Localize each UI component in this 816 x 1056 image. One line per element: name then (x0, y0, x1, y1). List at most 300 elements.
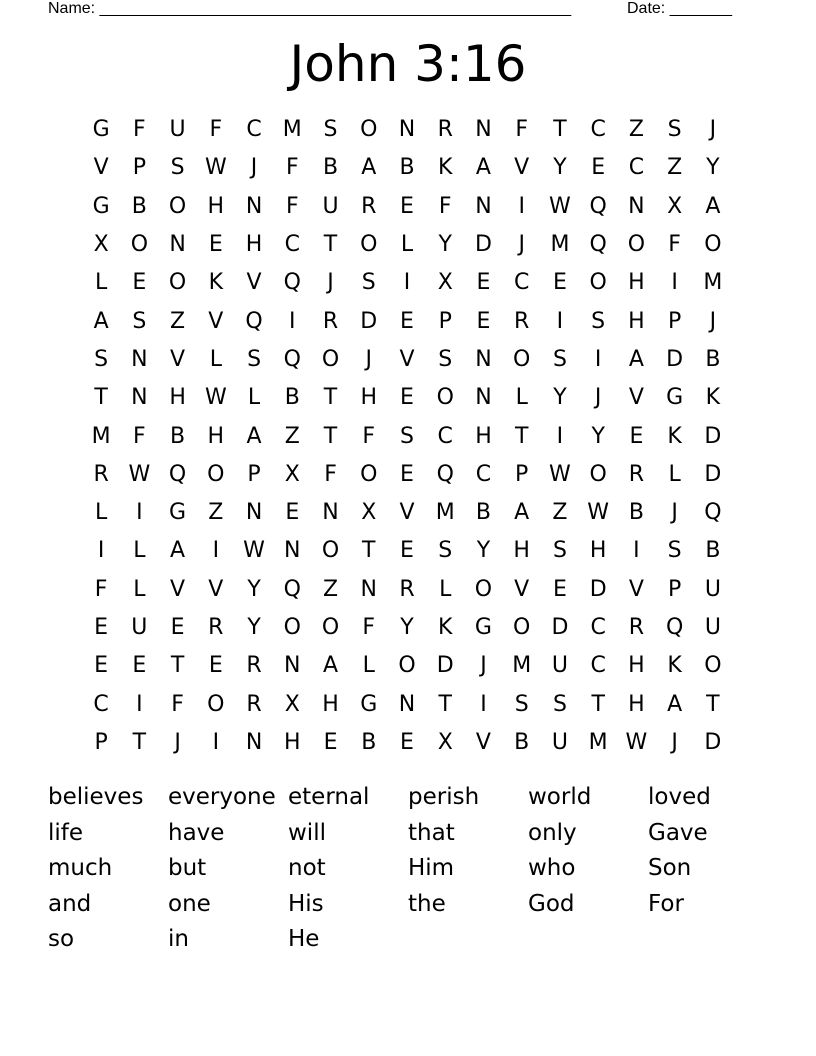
grid-letter: P (667, 308, 682, 334)
word-list-item: Him (408, 855, 455, 882)
word-list-item: that (408, 819, 455, 846)
grid-letter: H (245, 232, 263, 258)
word-list-item: will (288, 819, 326, 846)
grid-letter: O (360, 461, 378, 487)
grid-letter: Z (667, 155, 683, 181)
grid-letter: V (475, 729, 491, 755)
grid-letter: I (289, 308, 296, 334)
grid-letter: L (94, 500, 108, 526)
grid-letter: S (514, 691, 529, 717)
grid-letter: E (170, 615, 185, 640)
grid-letter: I (556, 423, 564, 449)
grid-letter: E (400, 729, 414, 755)
grid-letter: H (628, 691, 645, 717)
grid-letter: S (94, 346, 109, 372)
grid-letter: V (170, 346, 186, 372)
grid-letter: O (474, 576, 493, 602)
grid-letter: V (170, 576, 186, 602)
grid-letter: Y (476, 538, 491, 564)
grid-letter: Z (284, 423, 300, 449)
grid-letter: V (246, 270, 262, 296)
grid-letter: C (475, 461, 492, 487)
grid-letter: U (704, 576, 721, 602)
grid-letter: S (667, 538, 682, 564)
grid-letter: N (284, 538, 301, 564)
grid-letter: M (550, 232, 570, 258)
word-list-item: perish (408, 784, 480, 810)
grid-letter: E (400, 193, 414, 219)
grid-letter: J (671, 500, 678, 526)
grid-letter: J (327, 270, 334, 296)
grid-letter: S (591, 308, 606, 334)
grid-letter: T (94, 385, 108, 411)
grid-letter: B (475, 500, 491, 526)
grid-letter: G (92, 193, 110, 219)
grid-letter: J (594, 385, 602, 411)
grid-letter: N (245, 500, 263, 526)
grid-letter: B (322, 155, 339, 181)
grid-letter: F (362, 423, 376, 449)
grid-letter: E (400, 461, 414, 487)
grid-letter: K (438, 155, 453, 181)
grid-letter: B (399, 155, 415, 181)
grid-letter: U (551, 653, 568, 679)
grid-row (82, 571, 732, 609)
grid-letter: G (474, 615, 492, 640)
grid-letter: O (704, 232, 722, 258)
grid-letter: M (435, 500, 455, 526)
grid-letter: V (514, 576, 530, 602)
grid-letter: F (171, 691, 184, 717)
grid-row (82, 302, 732, 340)
grid-letter: B (628, 500, 644, 526)
grid-letter: I (97, 538, 105, 564)
grid-letter: X (284, 461, 300, 487)
grid-letter: N (398, 691, 416, 717)
grid-letter: Z (628, 117, 644, 143)
grid-letter: S (552, 538, 567, 564)
grid-letter: L (515, 385, 528, 411)
grid-letter: W (204, 385, 227, 411)
grid-letter: Z (170, 308, 186, 334)
grid-letter: Q (665, 615, 684, 640)
grid-letter: J (671, 729, 678, 755)
grid-letter: U (131, 615, 148, 640)
grid-letter: R (246, 653, 262, 679)
grid-letter: J (174, 729, 181, 755)
grid-row (82, 226, 732, 264)
grid-letter: R (361, 193, 377, 219)
grid-letter: S (667, 117, 682, 143)
word-list-item: one (168, 890, 211, 917)
grid-letter: E (285, 500, 300, 526)
grid-letter: R (246, 691, 262, 717)
grid-letter: S (323, 117, 338, 143)
grid-letter: D (704, 461, 722, 487)
grid-letter: F (515, 117, 529, 143)
grid-row (82, 685, 732, 723)
grid-letter: F (362, 615, 376, 640)
grid-letter: N (131, 346, 148, 372)
grid-letter: N (360, 576, 377, 602)
grid-letter: M (703, 270, 723, 296)
grid-letter: I (671, 270, 678, 296)
grid-letter: A (246, 423, 262, 449)
grid-row (82, 264, 732, 302)
grid-letter: M (282, 117, 302, 143)
grid-letter: V (93, 155, 109, 181)
grid-letter: D (704, 423, 722, 449)
word-list-item: so (48, 926, 75, 953)
grid-letter: B (170, 423, 186, 449)
grid-letter: O (513, 615, 531, 640)
grid-letter: N (398, 117, 416, 143)
grid-letter: F (668, 232, 681, 258)
grid-letter: I (594, 346, 602, 372)
grid-letter: C (628, 155, 645, 181)
grid-letter: R (514, 308, 530, 334)
grid-letter: A (628, 346, 644, 372)
grid-letter: T (706, 691, 720, 717)
grid-letter: C (590, 117, 606, 143)
grid-letter: N (475, 117, 492, 143)
grid-letter: V (514, 155, 530, 181)
grid-letter: J (709, 308, 717, 334)
grid-letter: K (667, 423, 682, 449)
grid-letter: B (705, 346, 721, 372)
grid-letter: S (438, 346, 453, 372)
grid-letter: G (360, 691, 378, 717)
grid-letter: P (438, 308, 452, 334)
grid-letter: X (361, 500, 377, 526)
grid-letter: T (323, 232, 338, 258)
grid-row (82, 494, 732, 532)
grid-letter: X (437, 729, 453, 755)
grid-letter: O (704, 653, 722, 679)
grid-letter: A (93, 308, 109, 334)
grid-letter: Y (591, 423, 605, 449)
grid-letter: P (515, 461, 529, 487)
grid-letter: E (323, 729, 338, 755)
grid-letter: D (474, 232, 492, 258)
grid-letter: P (132, 155, 146, 181)
grid-letter: Q (589, 232, 607, 258)
word-list-item: Gave (648, 819, 708, 846)
grid-row (82, 456, 732, 494)
grid-letter: L (439, 576, 452, 602)
grid-letter: T (438, 691, 452, 717)
grid-letter: Y (247, 615, 261, 640)
grid-letter: I (633, 538, 640, 564)
word-list-item: but (168, 855, 207, 882)
word-list-item: eternal (288, 784, 370, 810)
grid-letter: F (438, 193, 452, 219)
grid-letter: N (475, 346, 492, 372)
grid-letter: A (475, 155, 491, 181)
grid-letter: N (169, 232, 186, 258)
name-field: Name: _____________________________________________________ (48, 0, 572, 17)
grid-letter: D (551, 615, 569, 640)
grid-letter: X (93, 232, 109, 258)
grid-letter: M (512, 653, 532, 679)
grid-letter: B (705, 538, 721, 564)
grid-letter: H (513, 538, 530, 564)
grid-letter: C (514, 270, 530, 296)
grid-letter: H (628, 270, 645, 296)
grid-letter: L (362, 653, 375, 679)
grid-letter: B (514, 729, 530, 755)
grid-letter: W (625, 729, 648, 755)
grid-row (82, 532, 732, 570)
grid-letter: H (628, 308, 645, 334)
grid-row (82, 149, 732, 187)
grid-letter: W (549, 193, 571, 219)
grid-letter: V (399, 500, 415, 526)
grid-letter: O (589, 270, 607, 296)
grid-letter: N (131, 385, 148, 411)
grid-letter: Z (208, 500, 224, 526)
grid-letter: N (245, 193, 263, 219)
grid-letter: T (553, 117, 567, 143)
grid-letter: E (400, 308, 414, 334)
grid-letter: O (130, 232, 149, 258)
grid-letter: O (589, 461, 607, 487)
grid-row (82, 188, 732, 226)
word-list-item: He (288, 926, 320, 953)
word-list-item: everyone (168, 784, 276, 810)
grid-letter: E (591, 155, 606, 181)
word-list-item: world (528, 784, 592, 810)
grid-letter: H (169, 385, 186, 411)
word-list-item: believes (48, 784, 144, 810)
word-list-item: For (648, 890, 684, 917)
grid-letter: S (552, 346, 567, 372)
grid-letter: K (208, 270, 224, 296)
grid-letter: P (667, 576, 682, 602)
grid-letter: R (322, 308, 339, 334)
grid-letter: V (208, 308, 224, 334)
grid-letter: V (399, 346, 415, 372)
grid-letter: F (285, 193, 299, 219)
grid-letter: U (322, 193, 339, 219)
grid-letter: J (250, 155, 258, 181)
grid-letter: E (132, 653, 147, 679)
grid-letter: U (551, 729, 568, 755)
grid-letter: L (94, 270, 108, 296)
word-list-item: and (48, 890, 92, 917)
grid-letter: I (556, 308, 564, 334)
word-list-item: life (48, 819, 84, 846)
grid-letter: O (207, 461, 225, 487)
grid-letter: B (284, 385, 300, 411)
grid-row (82, 647, 732, 685)
grid-letter: O (627, 232, 646, 258)
grid-letter: H (284, 729, 301, 755)
grid-letter: R (93, 461, 109, 487)
grid-letter: T (170, 653, 185, 679)
grid-letter: T (323, 385, 338, 411)
grid-letter: O (321, 538, 340, 564)
grid-letter: A (667, 691, 683, 717)
grid-letter: O (360, 232, 378, 258)
grid-letter: E (208, 232, 223, 258)
grid-letter: P (94, 729, 108, 755)
grid-letter: Z (552, 500, 568, 526)
grid-letter: C (284, 232, 300, 258)
grid-row (82, 379, 732, 417)
word-list-item: His (288, 890, 324, 917)
grid-letter: H (589, 538, 607, 564)
grid-letter: Q (283, 346, 301, 372)
grid-letter: Q (283, 576, 301, 602)
grid-letter: B (361, 729, 377, 755)
grid-letter: O (360, 117, 378, 143)
grid-letter: R (399, 576, 415, 602)
grid-letter: A (170, 538, 186, 564)
grid-letter: Y (400, 615, 414, 640)
grid-letter: E (476, 270, 491, 296)
grid-letter: E (552, 576, 567, 602)
grid-letter: O (321, 615, 340, 640)
grid-letter: F (133, 423, 146, 449)
word-list-item: only (528, 819, 577, 846)
grid-row (82, 111, 732, 149)
grid-letter: J (365, 346, 372, 372)
grid-letter: N (628, 193, 645, 219)
grid-letter: Z (322, 576, 339, 602)
grid-letter: N (322, 500, 339, 526)
grid-letter: V (628, 385, 644, 411)
grid-letter: T (132, 729, 147, 755)
grid-letter: W (204, 155, 227, 181)
grid-letter: C (437, 423, 453, 449)
word-list-item: in (168, 926, 189, 953)
grid-letter: S (361, 270, 376, 296)
grid-letter: W (587, 500, 610, 526)
grid-letter: E (552, 270, 567, 296)
grid-letter: Y (438, 232, 452, 258)
grid-letter: L (209, 346, 222, 372)
grid-letter: L (133, 538, 146, 564)
grid-letter: L (400, 232, 414, 258)
grid-letter: Q (704, 500, 722, 526)
grid-letter: E (132, 270, 147, 296)
grid-letter: H (207, 423, 225, 449)
grid-letter: X (437, 270, 453, 296)
grid-letter: I (212, 538, 220, 564)
grid-letter: J (480, 653, 487, 679)
grid-letter: Y (706, 155, 720, 181)
grid-letter: G (92, 117, 110, 143)
grid-letter: H (628, 653, 645, 679)
grid-letter: M (588, 729, 608, 755)
grid-letter: S (132, 308, 147, 334)
grid-letter: G (666, 385, 684, 411)
grid-letter: O (168, 270, 187, 296)
grid-letter: A (322, 653, 339, 679)
grid-letter: P (247, 461, 261, 487)
grid-letter: F (94, 576, 108, 602)
grid-letter: O (436, 385, 454, 411)
grid-letter: M (91, 423, 111, 449)
grid-letter: S (438, 538, 453, 564)
grid-letter: S (552, 691, 567, 717)
grid-letter: Q (168, 461, 187, 487)
grid-letter: I (136, 500, 143, 526)
grid-letter: L (247, 385, 261, 411)
grid-letter: G (169, 500, 187, 526)
grid-letter: K (705, 385, 721, 411)
grid-letter: W (243, 538, 265, 564)
grid-letter: I (136, 691, 143, 717)
grid-row (82, 724, 732, 762)
word-list-item: God (528, 890, 575, 917)
grid-letter: D (666, 346, 684, 372)
grid-letter: K (438, 615, 453, 640)
grid-letter: X (284, 691, 300, 717)
grid-letter: H (322, 691, 339, 717)
grid-letter: F (324, 461, 337, 487)
word-list-item: much (48, 855, 113, 882)
grid-row (82, 341, 732, 379)
word-list-item: who (528, 855, 576, 882)
grid-letter: Y (553, 385, 567, 411)
grid-letter: C (93, 691, 109, 717)
grid-letter: V (628, 576, 644, 602)
grid-letter: W (549, 461, 571, 487)
grid-letter: Q (589, 193, 607, 219)
grid-letter: H (360, 385, 378, 411)
grid-letter: R (208, 615, 224, 640)
grid-letter: O (398, 653, 416, 679)
grid-letter: H (207, 193, 225, 219)
grid-letter: X (667, 193, 683, 219)
grid-letter: T (514, 423, 529, 449)
grid-letter: O (321, 346, 340, 372)
grid-letter: C (246, 117, 262, 143)
grid-letter: I (518, 193, 525, 219)
grid-letter: N (284, 653, 301, 679)
word-list (48, 780, 768, 958)
grid-letter: R (628, 615, 645, 640)
grid-letter: N (475, 193, 492, 219)
grid-letter: J (518, 232, 525, 258)
grid-letter: Q (436, 461, 454, 487)
grid-row (82, 417, 732, 455)
grid-letter: F (209, 117, 223, 143)
grid-letter: E (400, 385, 414, 411)
grid-letter: S (247, 346, 262, 372)
grid-letter: O (207, 691, 225, 717)
grid-letter: R (437, 117, 453, 143)
grid-letter: Q (283, 270, 301, 296)
grid-letter: A (514, 500, 530, 526)
grid-letter: S (400, 423, 414, 449)
word-list-item: the (408, 890, 446, 917)
grid-letter: T (591, 691, 605, 717)
grid-letter: Q (245, 308, 263, 334)
grid-letter: R (628, 461, 645, 487)
grid-letter: S (170, 155, 185, 181)
word-list-item: have (168, 819, 225, 846)
grid-letter: E (94, 653, 109, 679)
grid-letter: E (208, 653, 223, 679)
grid-letter: W (128, 461, 151, 487)
grid-letter: H (475, 423, 492, 449)
grid-letter: E (629, 423, 644, 449)
grid-letter: O (513, 346, 531, 372)
grid-letter: F (285, 155, 299, 181)
